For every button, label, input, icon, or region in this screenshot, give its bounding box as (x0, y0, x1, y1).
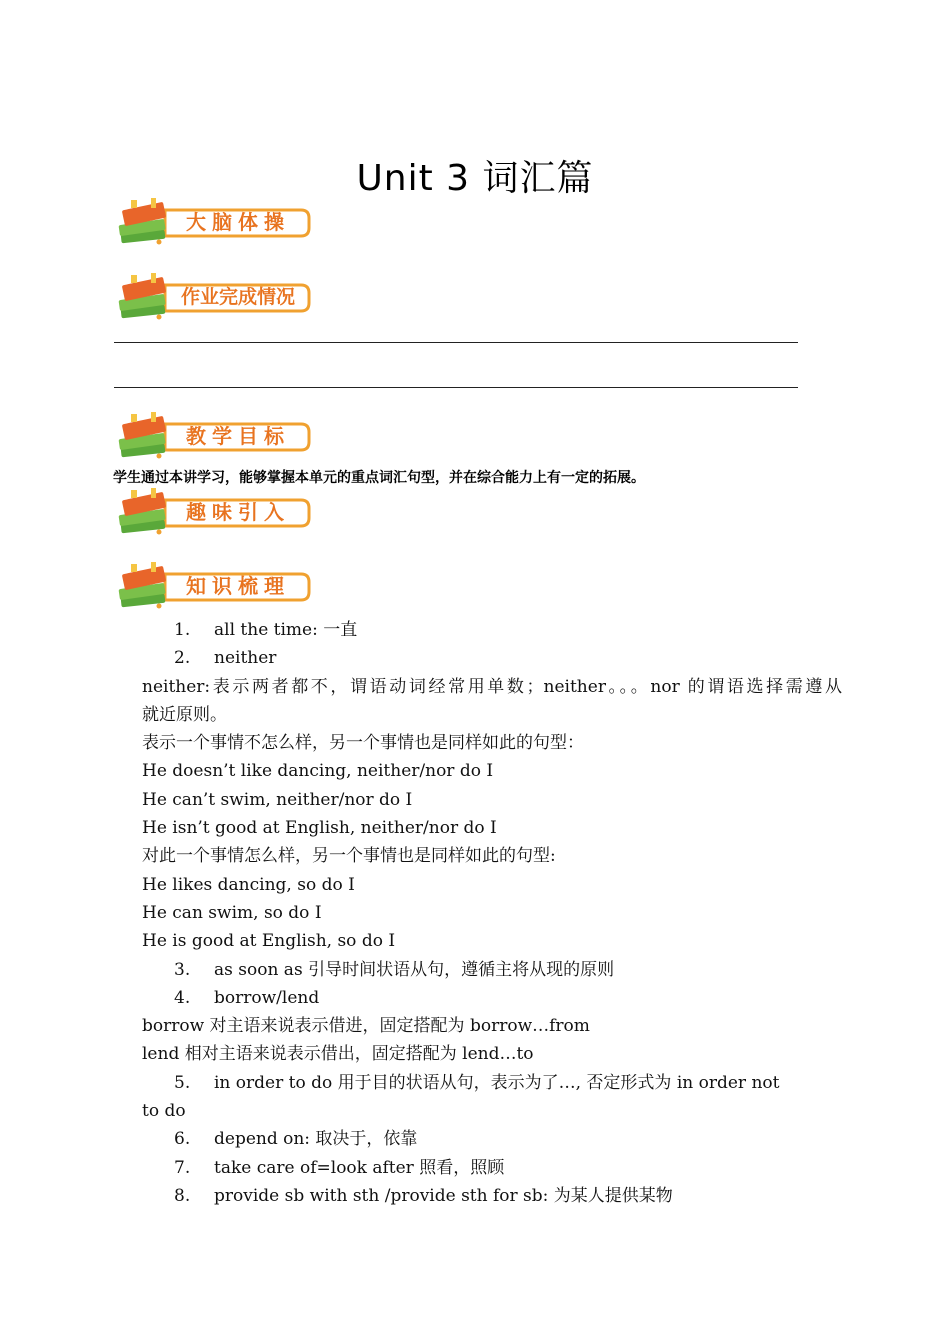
example-sentence: He isn’t good at English, neither/nor do I (142, 818, 497, 839)
section-label: 作业完成情况 (180, 286, 295, 308)
section-label: 趣味引入 (186, 500, 290, 524)
text-line: to do (142, 1101, 186, 1122)
example-sentence: He likes dancing, so do I (142, 874, 355, 895)
goal-text: 学生通过本讲学习，能够掌握本单元的重点词汇句型，并在综合能力上有一定的拓展。 (113, 470, 645, 486)
list-item: 4. borrow/lend (174, 987, 320, 1008)
example-sentence: He can swim, so do I (142, 902, 322, 923)
section-badge-knowledge (113, 562, 311, 612)
text-line: borrow 对主语来说表示借进，固定搭配为 borrow…from (142, 1016, 590, 1037)
section-label: 知识梳理 (186, 574, 290, 598)
list-item: 1. all the time: 一直 (174, 620, 358, 640)
list-item: 8. provide sb with sth /provide sth for sb: 为某人提供某物 (174, 1185, 673, 1206)
example-sentence: He is good at English, so do I (142, 931, 396, 952)
answer-line (114, 342, 798, 343)
text-line: 对此一个事情怎么样，另一个事情也是同样如此的句型: (142, 846, 556, 867)
text-line: 就近原则。 (142, 704, 227, 725)
knowledge-list (142, 616, 842, 1210)
section-badge-brain (113, 198, 311, 248)
section-badge-homework (113, 273, 311, 323)
example-sentence: He can’t swim, neither/nor do I (142, 789, 413, 810)
section-label: 大脑体操 (186, 210, 290, 234)
text-line: neither:表示两者都不，谓语动词经常用单数；neither。。。nor 的谓语选择需遵从 (142, 676, 842, 697)
list-item: 6. depend on: 取决于，依靠 (174, 1129, 418, 1150)
list-item: 5. in order to do 用于目的状语从句，表示为了…, 否定形式为 in order not (174, 1072, 780, 1093)
list-item: 3. as soon as 引导时间状语从句，遵循主将从现的原则 (174, 959, 615, 980)
example-sentence: He doesn’t like dancing, neither/nor do I (142, 761, 494, 782)
page-title: Unit 3 词汇篇 (356, 158, 594, 199)
section-badge-goals (113, 412, 311, 462)
text-line: lend 相对主语来说表示借出，固定搭配为 lend…to (142, 1044, 534, 1065)
list-item: 2. neither (174, 648, 277, 669)
text-line: 表示一个事情不怎么样，另一个事情也是同样如此的句型： (142, 733, 584, 754)
section-label: 教学目标 (186, 424, 290, 448)
section-badge-intro (113, 488, 311, 538)
list-item: 7. take care of=look after 照看，照顾 (174, 1157, 505, 1178)
answer-line (114, 387, 798, 388)
